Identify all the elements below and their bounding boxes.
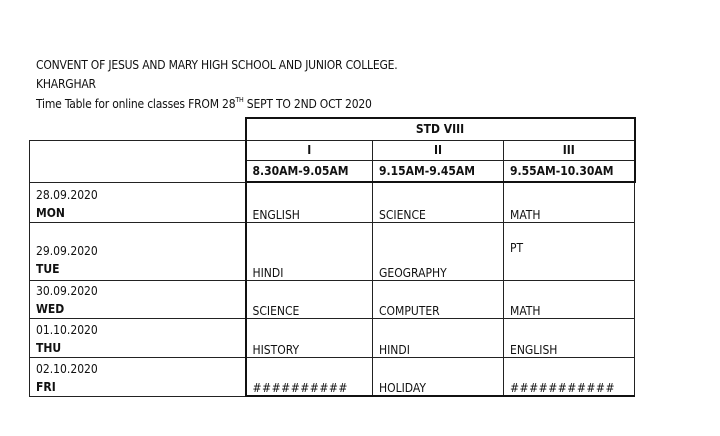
table-row (30, 182, 635, 222)
subject-cell: COMPUTER (373, 280, 504, 318)
subject-cell: GEOGRAPHY (373, 222, 504, 280)
date-label: 01.10.2020 (36, 322, 98, 337)
day-label: TUE (36, 261, 60, 276)
table-header-periods (30, 140, 635, 160)
period-2: II (373, 140, 504, 160)
day-cell (30, 222, 246, 280)
day-label: FRI (36, 379, 56, 394)
period-3: III (504, 140, 635, 160)
subject-cell: HINDI (246, 222, 373, 280)
subject-cell: SCIENCE (373, 182, 504, 222)
subject-cell: ########### (504, 357, 635, 396)
school-name: CONVENT OF JESUS AND MARY HIGH SCHOOL AND JUNIOR COLLEGE. (36, 58, 398, 72)
subject-cell: ENGLISH (246, 182, 373, 222)
subject-cell: HISTORY (246, 318, 373, 357)
std-label: STD VIII (246, 118, 635, 140)
date-label: 29.09.2020 (36, 243, 98, 258)
subject-cell: ENGLISH (504, 318, 635, 357)
date-label: 02.10.2020 (36, 361, 98, 376)
subtitle-text: Time Table for online classes FROM 28 (36, 97, 236, 111)
subtitle-text-end: SEPT TO 2ND OCT 2020 (243, 97, 372, 111)
timetable-subtitle (36, 96, 372, 111)
table-row (30, 318, 635, 357)
date-label: 28.09.2020 (36, 187, 98, 202)
day-label: WED (36, 301, 65, 316)
subject-cell: SCIENCE (246, 280, 373, 318)
subtitle-superscript: TH (235, 96, 244, 104)
date-label: 30.09.2020 (36, 283, 98, 298)
time-3: 9.55AM-10.30AM (504, 160, 635, 182)
subject-cell: MATH (504, 182, 635, 222)
subject-cell: HINDI (373, 318, 504, 357)
blank-label-cell (30, 140, 246, 182)
blank-cell (30, 118, 246, 140)
table-row (30, 222, 635, 280)
time-1: 8.30AM-9.05AM (246, 160, 373, 182)
day-cell (30, 357, 246, 396)
day-label: MON (36, 205, 65, 220)
table-header-std (30, 118, 635, 140)
subject-cell: ########## (246, 357, 373, 396)
day-cell (30, 318, 246, 357)
time-2: 9.15AM-9.45AM (373, 160, 504, 182)
timetable (29, 117, 636, 397)
day-cell (30, 182, 246, 222)
period-1: I (246, 140, 373, 160)
table-row (30, 357, 635, 396)
day-label: THU (36, 340, 62, 355)
day-cell (30, 280, 246, 318)
subject-cell: MATH (504, 280, 635, 318)
subject-cell: PT (504, 222, 635, 280)
table-row (30, 280, 635, 318)
subject-cell: HOLIDAY (373, 357, 504, 396)
school-location: KHARGHAR (36, 77, 96, 91)
